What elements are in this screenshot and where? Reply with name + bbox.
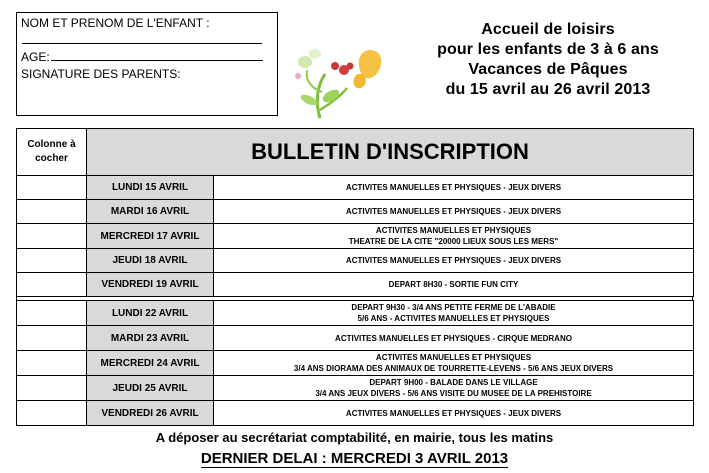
activity-cell <box>214 273 694 297</box>
table-row <box>17 273 694 297</box>
checkbox-cell[interactable] <box>17 224 87 249</box>
activity-cell <box>214 249 694 273</box>
activity-line: ACTIVITES MANUELLES ET PHYSIQUES - JEUX DIVERS <box>345 408 562 418</box>
table-row <box>17 376 694 401</box>
day-cell: VENDREDI 19 AVRIL <box>87 273 214 297</box>
bulletin-title: BULLETIN D'INSCRIPTION <box>87 129 694 176</box>
table-row <box>17 301 694 326</box>
table-row <box>17 351 694 376</box>
table-row <box>17 200 694 224</box>
day-cell: MERCREDI 24 AVRIL <box>87 351 214 376</box>
table-row <box>17 401 694 426</box>
day-cell: MARDI 16 AVRIL <box>87 200 214 224</box>
registration-table-week-1 <box>16 128 694 297</box>
title-line-4: du 15 avril au 26 avril 2013 <box>445 81 651 98</box>
day-cell: LUNDI 22 AVRIL <box>87 301 214 326</box>
checkbox-cell[interactable] <box>17 249 87 273</box>
day-cell: JEUDI 18 AVRIL <box>87 249 214 273</box>
activity-line: ACTIVITES MANUELLES ET PHYSIQUES - JEUX DIVERS <box>345 256 562 265</box>
signature-field-label: SIGNATURE DES PARENTS: <box>21 67 181 81</box>
activity-line: ACTIVITES MANUELLES ET PHYSIQUES - CIRQUE MEDRANO <box>335 333 572 343</box>
checkbox-cell[interactable] <box>17 326 87 351</box>
activity-line: ACTIVITES MANUELLES ET PHYSIQUES <box>375 353 532 362</box>
activity-cell <box>214 176 694 200</box>
check-column-header: Colonne à cocher <box>17 129 87 176</box>
checkbox-cell[interactable] <box>17 273 87 297</box>
activity-line: 3/4 ANS DIORAMA DES ANIMAUX DE TOURRETTE-LEVENS - 5/6 ANS JEUX DIVERS <box>293 364 614 373</box>
activity-cell <box>214 401 694 426</box>
day-cell: VENDREDI 26 AVRIL <box>87 401 214 426</box>
checkbox-cell[interactable] <box>17 401 87 426</box>
activity-cell <box>214 326 694 351</box>
activity-line: ACTIVITES MANUELLES ET PHYSIQUES - JEUX DIVERS <box>345 183 562 192</box>
activity-line: 3/4 ANS JEUX DIVERS - 5/6 ANS VISITE DU MUSEE DE LA PREHISTOIRE <box>315 389 592 398</box>
activity-cell <box>214 200 694 224</box>
age-field[interactable] <box>21 49 273 66</box>
day-cell: MERCREDI 17 AVRIL <box>87 224 214 249</box>
title-line-1: Accueil de loisirs <box>481 21 615 38</box>
checkbox-cell[interactable] <box>17 351 87 376</box>
table-row <box>17 176 694 200</box>
day-cell: JEUDI 25 AVRIL <box>87 376 214 401</box>
activity-line: THEATRE DE LA CITE "20000 LIEUX SOUS LES MERS" <box>348 237 559 246</box>
checkbox-cell[interactable] <box>17 376 87 401</box>
checkbox-cell[interactable] <box>17 176 87 200</box>
activity-line: DEPART 9H00 - BALADE DANS LE VILLAGE <box>369 378 538 387</box>
activity-cell <box>214 351 694 376</box>
day-cell: LUNDI 15 AVRIL <box>87 176 214 200</box>
title-line-3: Vacances de Pâques <box>468 61 628 78</box>
child-info-box <box>16 12 278 116</box>
activity-line: DEPART 9H30 - 3/4 ANS PETITE FERME DE L'ABADIE <box>351 303 556 312</box>
registration-table-week-2 <box>16 300 694 426</box>
table-row <box>17 249 694 273</box>
table-row <box>17 326 694 351</box>
activity-line: ACTIVITES MANUELLES ET PHYSIQUES <box>375 226 532 235</box>
activity-line: ACTIVITES MANUELLES ET PHYSIQUES - JEUX DIVERS <box>345 207 562 216</box>
name-field-label: NOM ET PRENOM DE L'ENFANT : <box>21 16 210 30</box>
day-cell: MARDI 23 AVRIL <box>87 326 214 351</box>
table-row <box>17 224 694 249</box>
age-field-label: AGE: <box>21 50 50 64</box>
checkbox-cell[interactable] <box>17 301 87 326</box>
activity-line: 5/6 ANS - ACTIVITES MANUELLES ET PHYSIQUES <box>357 314 550 323</box>
title-line-2: pour les enfants de 3 à 6 ans <box>437 41 659 58</box>
deadline-notice <box>0 450 709 467</box>
activity-cell <box>214 301 694 326</box>
activity-cell <box>214 376 694 401</box>
activity-line: DEPART 8H30 - SORTIE FUN CITY <box>388 280 519 289</box>
checkbox-cell[interactable] <box>17 200 87 224</box>
deadline-text: DERNIER DELAI : MERCREDI 3 AVRIL 2013 <box>200 450 509 467</box>
spring-flower-illustration <box>287 40 392 120</box>
name-field-line[interactable] <box>21 32 273 49</box>
title-block <box>398 20 698 100</box>
deposit-instructions: A déposer au secrétariat comptabilité, en mairie, tous les matins <box>155 430 554 445</box>
activity-cell <box>214 224 694 249</box>
